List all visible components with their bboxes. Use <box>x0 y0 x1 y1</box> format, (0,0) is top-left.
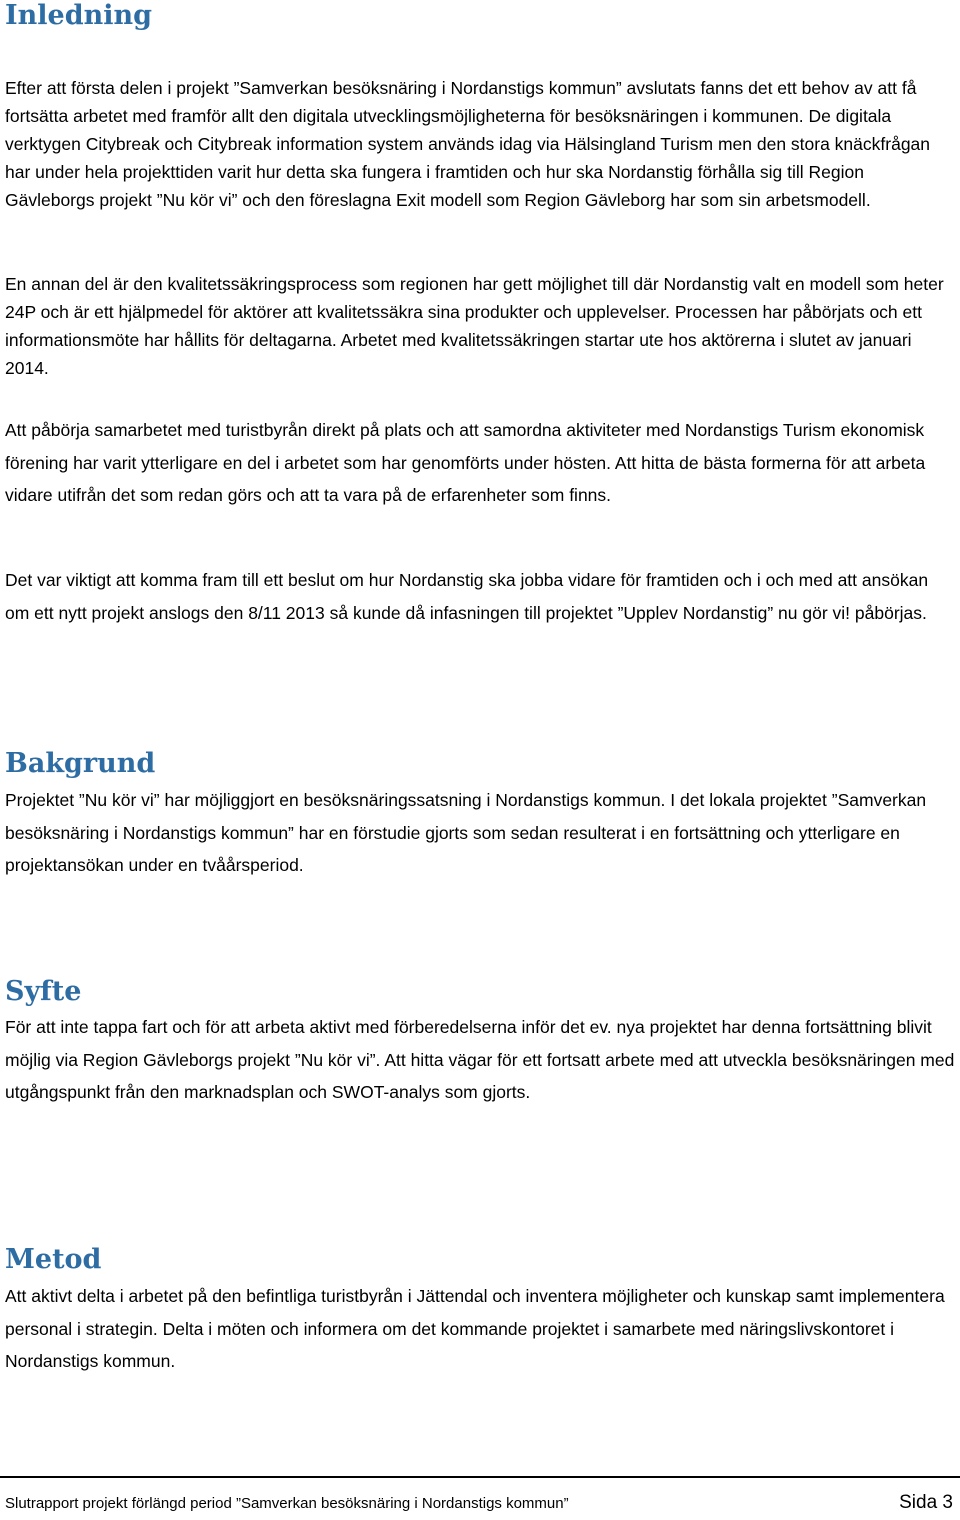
page-footer <box>5 1492 953 1520</box>
heading-syfte: Syfte <box>5 976 82 1007</box>
footer-report-title: Slutrapport projekt förlängd period ”Samverkan besöksnäring i Nordanstigs kommun” <box>5 1495 569 1512</box>
paragraph-inledning-2: En annan del är den kvalitetssäkringsprocess som regionen har gett möjlighet till där Nordanstig valt en modell som heter 24P och är ett hjälpmedel för aktörer att kvalitetssäkra sina produkter och upplevelser. Processen har påbörjats och ett informationsmöte har hållits för deltagarna. Arbetet med kvalitetssäkringen startar ute hos aktörerna i slutet av januari 2014. <box>5 274 944 378</box>
paragraph-inledning-1: Efter att första delen i projekt ”Samverkan besöksnäring i Nordanstigs kommun” avslutats fanns det ett behov av att få fortsätta arbetet med framför allt den digitala utvecklingsmöjligheterna för besöksnäringen i kommunen. De digitala verktygen Citybreak och Citybreak information system används idag via Hälsingland Turism men den stora knäckfrågan har under hela projekttiden varit hur detta ska fungera i framtiden och hur ska Nordanstig förhålla sig till Region Gävleborgs projekt ”Nu kör vi” och den föreslagna Exit modell som Region Gävleborg har som sin arbetsmodell. <box>5 78 931 210</box>
paragraph-inledning-4: Det var viktigt att komma fram till ett beslut om hur Nordanstig ska jobba vidare för framtiden och i och med att ansökan om ett nytt projekt anslogs den 8/11 2013 så kunde då infasningen till projektet ”Upplev Nordanstig” nu gör vi! påbörjas. <box>5 570 929 623</box>
paragraph-bakgrund: Projektet ”Nu kör vi” har möjliggjort en besöksnäringssatsning i Nordanstigs kommun. I det lokala projektet ”Samverkan besöksnäring i Nordanstigs kommun” har en förstudie gjorts som sedan resulterat i en fortsättning och ytterligare en projektansökan under en tvåårsperiod. <box>5 790 927 875</box>
heading-bakgrund: Bakgrund <box>5 748 156 779</box>
footer-divider <box>0 1476 960 1478</box>
paragraph-metod: Att aktivt delta i arbetet på den befintliga turistbyrån i Jättendal och inventera möjligheter och kunskap samt implementera personal i strategin. Delta i möten och informera om det kommande projektet i samarbete med näringslivskontoret i Nordanstigs kommun. <box>5 1286 945 1371</box>
paragraph-inledning-3: Att påbörja samarbetet med turistbyrån direkt på plats och att samordna aktiviteter med Nordanstigs Turism ekonomisk förening har varit ytterligare en del i arbetet som har genomförts under hösten. Att hitta de bästa formerna för att arbeta vidare utifrån det som redan görs och att ta vara på de erfarenheter som finns. <box>5 420 926 505</box>
page-number: Sida 3 <box>899 1492 953 1513</box>
heading-metod: Metod <box>5 1244 102 1275</box>
heading-inledning: Inledning <box>5 0 152 31</box>
paragraph-syfte: För att inte tappa fart och för att arbeta aktivt med förberedelserna inför det ev. nya projektet har denna fortsättning blivit möjlig via Region Gävleborgs projekt ”Nu kör vi”. Att hitta vägar för ett fortsatt arbete med att utveckla besöksnäringen med utgångspunkt från den marknadsplan och SWOT-analys som gjorts. <box>5 1017 955 1102</box>
